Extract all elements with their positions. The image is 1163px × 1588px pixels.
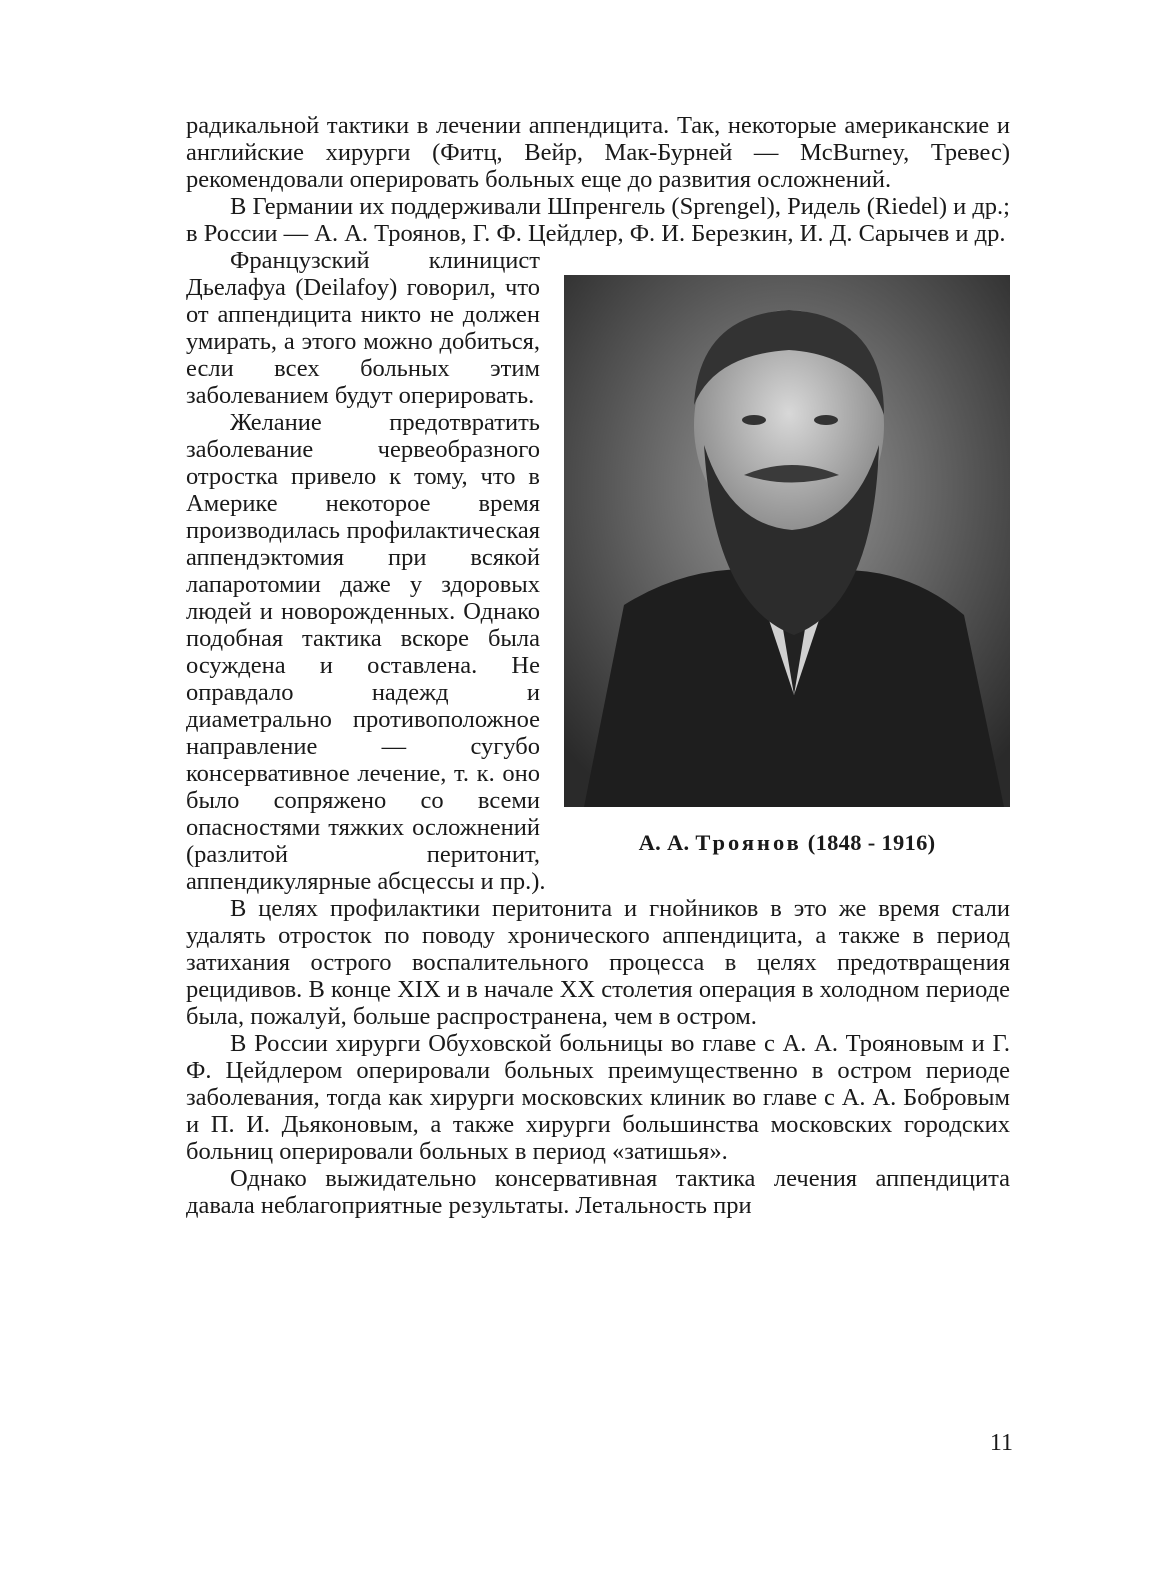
caption-initials: А. А. (638, 830, 690, 855)
paragraph-1: радикальной тактики в лечении аппендицита. Так, некоторые американские и английские хирурги (Фитц, Вейр, Мак-Бурней — McBurney, Тревес) рекомендовали оперировать больных еще до развития осложнений. (186, 112, 1010, 193)
caption-years: (1848 - 1916) (807, 830, 936, 855)
portrait-figure (564, 275, 1010, 856)
page-number: 11 (989, 1430, 1013, 1456)
portrait-caption (564, 829, 1010, 856)
caption-name: Троянов (695, 830, 802, 855)
paragraph-6: В России хирурги Обуховской больницы во главе с А. А. Трояновым и Г. Ф. Цейдлером оперировали больных преимущественно в остром периоде заболевания, тогда как хирурги московских клиник во главе с А. А. Бобровым и П. И. Дьяконовым, а также хирурги большинства московских городских больниц оперировали больных в период «затишья». (186, 1030, 1010, 1165)
page-body (186, 112, 1010, 1219)
paragraph-7: Однако выжидательно консервативная тактика лечения аппендицита давала неблагоприятные результаты. Летальность при (186, 1165, 1010, 1219)
portrait-image (564, 275, 1010, 807)
portrait-photo (564, 275, 1010, 807)
paragraph-4: Желание предотвратить заболевание червеобразного отростка привело к тому, что в Америке некоторое время производилась профилактическая аппендэктомия при всякой лапаротомии даже у здоровых людей и новорожденных. Однако подобная тактика вскоре была осуждена и оставлена. Не оправдало надежд и диаметрально противоположное направление — сугубо консервативное лечение, т. к. оно было сопряжено со всеми опасностями тяжких осложнений (разлитой перитонит, аппендикулярные абсцессы и пр.). (186, 409, 546, 895)
paragraph-5: В целях профилактики перитонита и гнойников в это же время стали удалять отросток по поводу хронического аппендицита, а также в период затихания острого воспалительного процесса в целях предотвращения рецидивов. В конце XIX и в начале XX столетия операция в холодном периоде была, пожалуй, больше распространена, чем в остром. (186, 895, 1010, 1030)
paragraph-2: В Германии их поддерживали Шпренгель (Sprengel), Ридель (Riedel) и др.; в России — А. А. Троянов, Г. Ф. Цейдлер, Ф. И. Березкин, И. Д. Сарычев и др. (186, 193, 1010, 247)
paragraph-3: Французский клиницист Дьелафуа (Deilafoy) говорил, что от аппендицита никто не должен умирать, а этого можно добиться, если всех больных этим заболеванием будут оперировать. (186, 247, 540, 409)
